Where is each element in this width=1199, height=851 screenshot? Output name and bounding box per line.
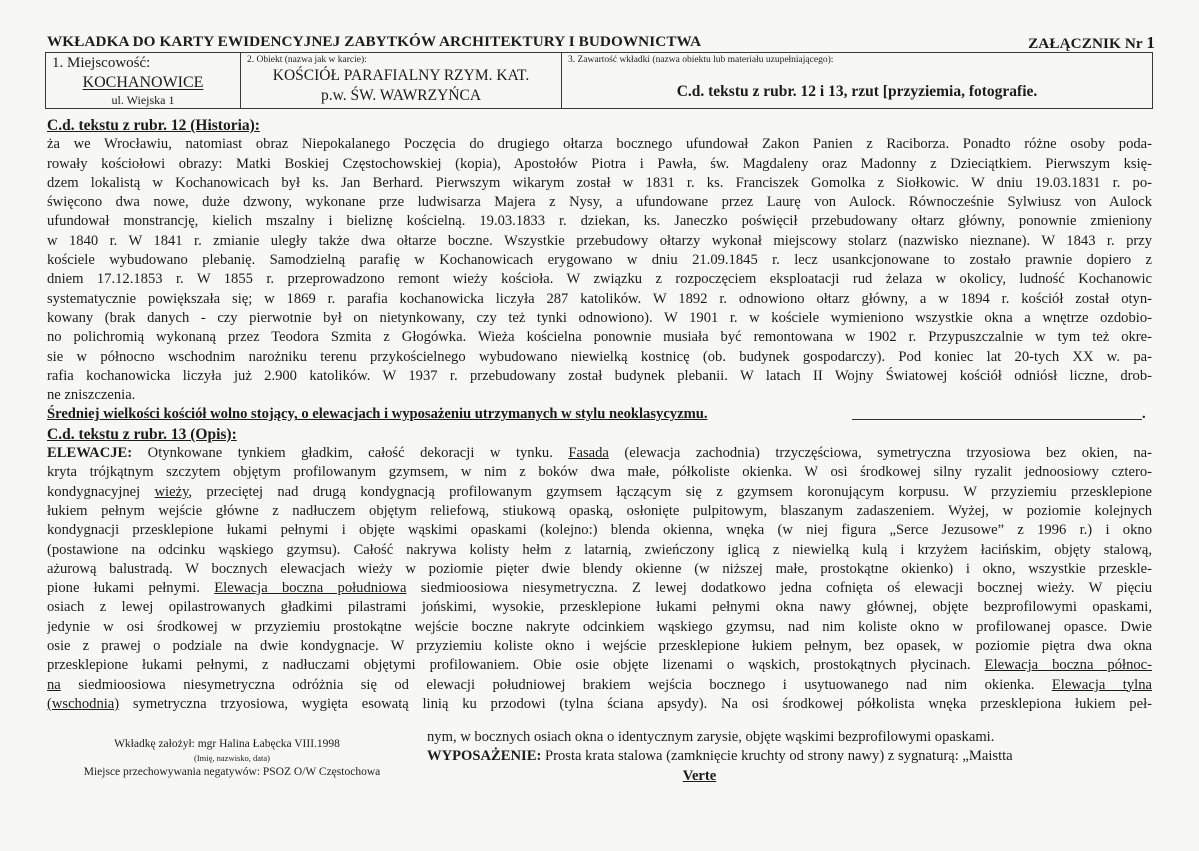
text-run: Otynkowane tynkiem gładkim, całość dekoracji w tynku. xyxy=(132,445,569,462)
footer-meta xyxy=(47,738,417,778)
description-line xyxy=(47,483,1152,502)
underlined-term: na xyxy=(47,676,61,693)
history-line: święcono dwa nowe, duże dzwony, wykonane prze ludwisarza Majera z Nysy, a ufundowane przez Laurę von Aulock. Równocześnie Sylwiusz von Aulock xyxy=(47,194,1152,211)
furnishing-line xyxy=(427,747,1152,766)
history-line: ża we Wrocławiu, natomiast obraz Niepokalanego Poczęcia do drugiego ołtarza bocznego ufundował Zakon Panien z Raciborza. Ponadto różne osoby poda- xyxy=(47,136,1152,153)
description-section xyxy=(47,444,1152,714)
section-label: ELEWACJE: xyxy=(47,445,133,462)
object-name-line1: KOŚCIÓŁ PARAFIALNY RZYM. KAT. xyxy=(272,67,530,84)
text-run: jedynie w osi środkowej w przyziemiu prostokątne wejście boczne nakryte odcinkiem wąskiego gzymsu, nad nim koliste okno w profilowanej opasce. Dwie xyxy=(47,618,1152,635)
description-heading: C.d. tekstu z rubr. 13 (Opis): xyxy=(47,425,237,443)
annex-text: ZAŁĄCZNIK Nr xyxy=(1028,35,1143,52)
locality-value: KOCHANOWICE xyxy=(82,74,204,91)
locality-cell xyxy=(46,53,241,108)
text-run: pione łukami pełnymi. xyxy=(47,580,215,597)
verte-link[interactable]: Verte xyxy=(682,767,717,784)
underlined-term: Elewacja boczna południowa xyxy=(214,580,407,597)
text-run: osiach z lewej opilastrowanych gładkimi pilastrami jońskimi, wysokie, przesklepione łukami pełnymi okna nawy głównej, objęte bezprofilowymi opaskami, xyxy=(47,599,1152,616)
history-heading: C.d. tekstu z rubr. 12 (Historia): xyxy=(47,117,260,134)
text-run: łukiem pełnym wejście główne z nadłuczem objętym reliefową, stiukową opaską, osłonięte pulpitowym, blaszanym zadaszeniem. Wyżej, w poziomie kolejnych xyxy=(47,502,1152,519)
underlined-term: Elewacja tylna xyxy=(1051,676,1152,693)
object-name-line2: p.w. ŚW. WAWRZYŃCA xyxy=(320,87,482,104)
text-run: symetryczna trzyosiowa, wygięta esowatą linią ku przodowi (tylna ściana apsydy). Na osi środkowej półkolista wnęka przesklepiona łukiem peł- xyxy=(119,695,1152,712)
description-line xyxy=(47,676,1152,695)
description-line xyxy=(47,541,1152,560)
contents-cell xyxy=(562,53,1152,108)
description-line xyxy=(47,444,1152,463)
text-run: kondygnacyjnej xyxy=(47,483,155,500)
text-run: , przeciętej nad drugą kondygnacją profilowanym gzymsem łączącym się z gzymsem koronującym korpusu. W przyziemiu przesklepione xyxy=(188,483,1152,500)
author-caption: (Imię, nazwisko, data) xyxy=(194,753,270,763)
continuation-line: nym, w bocznych osiach okna o identycznym zarysie, objęte wąskimi bezprofilowymi opaskami. xyxy=(427,729,995,745)
description-line xyxy=(47,560,1152,579)
history-line: rafia kochanowicka liczyła już 2.900 katolików. W 1937 r. przebudowany został budynek plebanii. W latach II Wojny Światowej kościół odniósł liczne, drob- xyxy=(47,367,1152,384)
text-run: ażurową balustradą. W bocznych elewacjach wieży w poziomie pięter dwie blendy okienne (w niższej małe, prostokątne okienko) i okno, wszystkie przeskle- xyxy=(47,560,1152,577)
history-line: dniem 17.12.1853 r. W 1855 r. przeprowadzono remont wieży kościoła. W związku z rozpoczęciem eksploatacji rud żelaza w okolicy, ludność Kochanowic xyxy=(47,271,1152,288)
locality-label: 1. Miejscowość: xyxy=(52,55,151,71)
header-box xyxy=(45,52,1153,109)
annex-number: 1 xyxy=(1146,33,1155,52)
summary-end-mark: . xyxy=(852,405,1152,424)
description-line xyxy=(47,463,1152,482)
text-run: osie z prawej o podziale na dwie kondygnacje. W przyziemiu koliste okno i wejście przesklepione łukiem pełnym, bez opasek, w poziomie piętra dwa okna xyxy=(47,638,1152,655)
object-cell xyxy=(241,53,562,108)
text-run: (elewacja zachodnia) trzyczęściowa, symetryczna trzyosiowa bez okien, na- xyxy=(608,445,1152,462)
underlined-term: wieży xyxy=(154,483,189,500)
contents-value: C.d. tekstu z rubr. 12 i 13, rzut [przyziemia, fotografie. xyxy=(676,83,1038,100)
description-continuation xyxy=(427,728,1152,786)
text-run: siedmioosiowa niesymetryczna. Z lewej dodatkowo jedna cofnięta oś elewacji bocznej wieży. W pięciu xyxy=(406,580,1152,597)
history-line: sie w północno wschodnim narożniku terenu przykościelnego wybudowano niewielką kostnicę (ob. budynek gospodarczy). Pod koniec lat 20-tych XX w. pa- xyxy=(47,348,1152,365)
history-line: kowany (brak danych - czy pierwotnie był on nietynkowany, czy też tynki odnowiono). W 1901 r. w kościele wymieniono wszystkie okna a wnętrze ozdobio- xyxy=(47,309,1152,326)
furnishing-text: Prosta krata stalowa (zamknięcie kruchty od strony nawy) z sygnaturą: „Maistta xyxy=(541,748,1013,765)
text-run: siedmioosiowa niesymetryczna odróżnia się od elewacji południowej brakiem wejścia bocznego i usytuowanego nad nim okienka. xyxy=(60,676,1052,693)
description-line xyxy=(47,598,1152,617)
summary-line xyxy=(47,405,1152,424)
summary-text: Średniej wielkości kościół wolno stojący, o elewacjach i wyposażeniu utrzymanych w stylu neoklasycyzmu. xyxy=(47,406,708,423)
history-section xyxy=(47,135,1152,405)
contents-label: 3. Zawartość wkładki (nazwa obiektu lub materiału uzupełniającego): xyxy=(568,55,834,65)
history-line: ufundował monstrancję, kielich mszalny i bieliznę kościelną. 19.03.1833 r. dziekan, ks. Janeczko poświęcił przebudowany ołtarz główny, ponownie zmieniony xyxy=(47,213,1152,230)
history-line: ne zniszczenia. xyxy=(47,387,136,404)
underlined-term: Elewacja boczna północ- xyxy=(984,657,1152,674)
text-run: kryta trójkątnym szczytem objętym profilowanym gzymsem, w nim z boków dwa małe, półkoliste okienka. W osi środkowej silny ryzalit jednoosiowy cztero- xyxy=(47,464,1152,481)
text-run: (postawione na odcinku wąskiego gzymsu). Całość nakrywa kolisty hełm z latarnią, zwieńczony iglicą z niewielką kulą i krzyżem łacińskim, objęty stalową, xyxy=(47,541,1152,558)
annex-label xyxy=(1028,33,1155,53)
object-label: 2. Obiekt (nazwa jak w karcie): xyxy=(247,55,367,65)
description-line xyxy=(47,579,1152,598)
form-title-row xyxy=(47,33,1155,53)
author-line: Wkładkę założył: mgr Halina Łabęcka VIII.1998 xyxy=(114,738,340,750)
history-line: no polichromią wykonaną przez Teodora Szmita z Głogówka. Wieża kościelna ponownie musiała być remontowana w 1902 r. Przypuszczalnie w tym też okre- xyxy=(47,329,1152,346)
text-run: przesklepione łukami pełnymi, z nadłuczami objętymi profilowaniem. Obie osie objęte lizenami o wąskich, prostokątnych płycinach. xyxy=(47,657,985,674)
body-text xyxy=(47,116,1152,714)
history-line: rowały kościołowi obrazy: Matki Boskiej Częstochowskiej (kopia), Apostołów Piotra i Pawła, św. Magdaleny oraz Madonny z Dzieciątkiem. Pierwszym księ- xyxy=(47,155,1152,172)
underlined-term: Fasada xyxy=(568,445,609,462)
text-run: kondygnacji przesklepione łukami pełnymi i objęte wąskimi opaskami (kolejno:) blenda okienna, wnęka (w niej figura „Serce Jezusowe” z 1996 r.) i okno xyxy=(47,522,1152,539)
history-line: systematycznie powiększała się; w 1869 r. parafia kochanowicka liczyła 287 katolików. W 1892 r. odnowiono ołtarz główny, a w 1894 r. kościół został otyn- xyxy=(47,290,1152,307)
description-line xyxy=(47,695,1152,714)
locality-street: ul. Wiejska 1 xyxy=(111,93,175,107)
history-line: w 1840 r. W 1841 r. zmianie uległy także dwa ołtarze boczne. Wszystkie przebudowy ołtarzy wykonał miejscowy stolarz (nazwisko nieznane). W 1843 r. przy xyxy=(47,232,1152,249)
negatives-line: Miejsce przechowywania negatywów: PSOZ O/W Częstochowa xyxy=(83,766,381,778)
form-title: WKŁADKA DO KARTY EWIDENCYJNEJ ZABYTKÓW ARCHITEKTURY I BUDOWNICTWA xyxy=(47,33,702,50)
furnishing-label: WYPOSAŻENIE: xyxy=(427,748,542,765)
history-line: dzem lokalistą w Kochanowicach był ks. Jan Berhard. Pierwszym wikarym został w 1831 r. ks. Franciszek Gomolka z Siołkowic. W dniu 19.03.1831 r. po- xyxy=(47,174,1152,191)
underlined-term: (wschodnia) xyxy=(47,695,120,712)
history-line: kościele wybudowano plebanię. Samodzielną parafię w Kochanowicach erygowano w dniu 21.09.1845 r. lecz usankcjonowane to zostało prawnie dopiero z xyxy=(47,252,1152,269)
description-line xyxy=(47,618,1152,637)
description-line xyxy=(47,502,1152,521)
description-line xyxy=(47,637,1152,656)
description-line xyxy=(47,656,1152,675)
description-line xyxy=(47,521,1152,540)
